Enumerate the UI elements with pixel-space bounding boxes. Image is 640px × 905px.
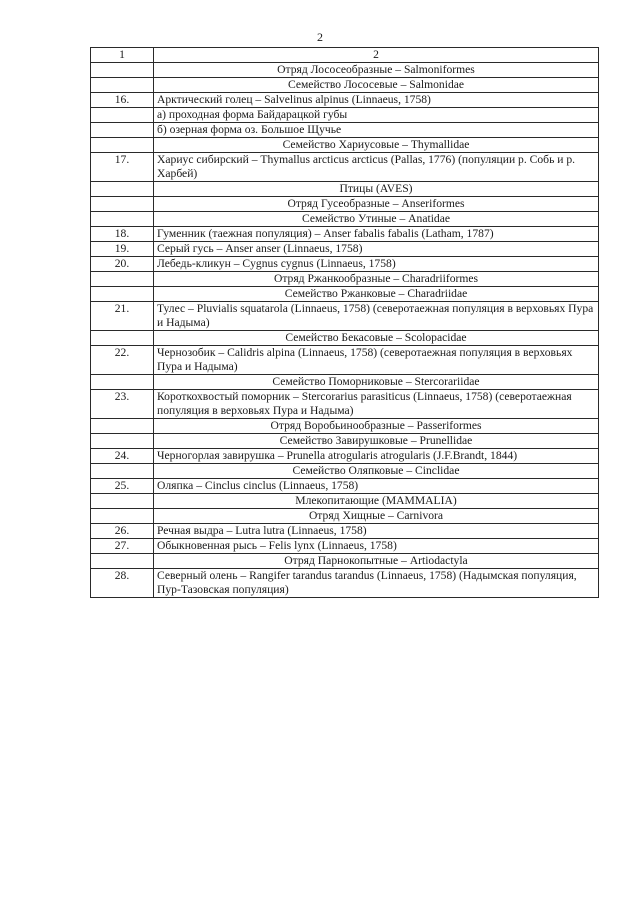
group-heading-row	[91, 434, 599, 449]
row-number: 21.	[91, 302, 154, 331]
group-heading-row	[91, 182, 599, 197]
group-heading: Отряд Воробьинообразные – Passeriformes	[154, 419, 599, 434]
group-heading: Отряд Хищные – Carnivora	[154, 509, 599, 524]
row-number: 20.	[91, 257, 154, 272]
row-number	[91, 63, 154, 78]
species-name: Речная выдра – Lutra lutra (Linnaeus, 1758)	[154, 524, 599, 539]
species-name: Серый гусь – Anser anser (Linnaeus, 1758)	[154, 242, 599, 257]
row-number: 19.	[91, 242, 154, 257]
species-name: Оляпка – Cinclus cinclus (Linnaeus, 1758)	[154, 479, 599, 494]
group-heading: Отряд Гусеобразные – Anseriformes	[154, 197, 599, 212]
row-number	[91, 494, 154, 509]
group-heading: Отряд Лососеобразные – Salmoniformes	[154, 63, 599, 78]
group-heading: Отряд Ржанкообразные – Charadriiformes	[154, 272, 599, 287]
row-number	[91, 138, 154, 153]
group-heading: Млекопитающие (MAMMALIA)	[154, 494, 599, 509]
header-cell-name: 2	[154, 48, 599, 63]
row-number: 23.	[91, 390, 154, 419]
table-header-row	[91, 48, 599, 63]
page-number: 2	[317, 30, 323, 44]
row-number	[91, 464, 154, 479]
species-name: Северный олень – Rangifer tarandus tarandus (Linnaeus, 1758) (Надымская популяция, Пур-Тазовская популяция)	[154, 569, 599, 598]
row-number	[91, 287, 154, 302]
species-row	[91, 242, 599, 257]
group-heading-row	[91, 375, 599, 390]
species-row	[91, 479, 599, 494]
row-number	[91, 554, 154, 569]
group-heading-row	[91, 212, 599, 227]
group-heading-row	[91, 78, 599, 93]
species-row	[91, 390, 599, 419]
species-name: Черногорлая завирушка – Prunella atrogularis atrogularis (J.F.Brandt, 1844)	[154, 449, 599, 464]
group-heading-row	[91, 331, 599, 346]
species-row	[91, 227, 599, 242]
row-number	[91, 182, 154, 197]
row-number: 25.	[91, 479, 154, 494]
species-row	[91, 539, 599, 554]
group-heading-row	[91, 464, 599, 479]
group-heading-row	[91, 272, 599, 287]
species-row	[91, 449, 599, 464]
group-heading: Птицы (AVES)	[154, 182, 599, 197]
row-number	[91, 78, 154, 93]
group-heading: Семейство Оляпковые – Cinclidae	[154, 464, 599, 479]
row-number	[91, 197, 154, 212]
group-heading: Семейство Хариусовые – Thymallidae	[154, 138, 599, 153]
group-heading-row	[91, 494, 599, 509]
row-number	[91, 434, 154, 449]
row-number	[91, 108, 154, 123]
species-name: Обыкновенная рысь – Felis lynx (Linnaeus, 1758)	[154, 539, 599, 554]
row-number	[91, 375, 154, 390]
row-number	[91, 419, 154, 434]
group-heading-row	[91, 197, 599, 212]
group-heading-row	[91, 509, 599, 524]
group-heading-row	[91, 63, 599, 78]
species-name: Гуменник (таежная популяция) – Anser fabalis fabalis (Latham, 1787)	[154, 227, 599, 242]
species-row	[91, 93, 599, 108]
group-heading: а) проходная форма Байдарацкой губы	[154, 108, 599, 123]
species-name: Тулес – Pluvialis squatarola (Linnaeus, 1758) (северотаежная популяция в верховьях Пура и Надыма)	[154, 302, 599, 331]
species-name: Хариус сибирский – Thymallus arcticus arcticus (Pallas, 1776) (популяции р. Собь и р. Харбей)	[154, 153, 599, 182]
species-row	[91, 302, 599, 331]
row-number	[91, 123, 154, 138]
group-heading: Отряд Парнокопытные – Artiodactyla	[154, 554, 599, 569]
group-heading: Семейство Утиные – Anatidae	[154, 212, 599, 227]
group-heading-row	[91, 419, 599, 434]
row-number: 26.	[91, 524, 154, 539]
species-row	[91, 257, 599, 272]
group-heading-row	[91, 554, 599, 569]
species-row	[91, 524, 599, 539]
species-row	[91, 346, 599, 375]
group-heading: Семейство Поморниковые – Stercorariidae	[154, 375, 599, 390]
group-heading: Семейство Ржанковые – Charadriidae	[154, 287, 599, 302]
species-row	[91, 569, 599, 598]
species-name: Короткохвостый поморник – Stercorarius parasiticus (Linnaeus, 1758) (северотаежная популяция в верховьях Пура и Надыма)	[154, 390, 599, 419]
row-number	[91, 509, 154, 524]
species-name: Арктический голец – Salvelinus alpinus (Linnaeus, 1758)	[154, 93, 599, 108]
table-body	[91, 63, 599, 598]
group-heading-row	[91, 287, 599, 302]
row-number: 18.	[91, 227, 154, 242]
group-heading-row	[91, 123, 599, 138]
row-number	[91, 272, 154, 287]
header-cell-number: 1	[91, 48, 154, 63]
group-heading: Семейство Бекасовые – Scolopacidae	[154, 331, 599, 346]
row-number: 27.	[91, 539, 154, 554]
row-number: 17.	[91, 153, 154, 182]
group-heading-row	[91, 108, 599, 123]
group-heading: б) озерная форма оз. Большое Щучье	[154, 123, 599, 138]
group-heading-row	[91, 138, 599, 153]
row-number	[91, 212, 154, 227]
row-number	[91, 331, 154, 346]
row-number: 22.	[91, 346, 154, 375]
group-heading: Семейство Завирушковые – Prunellidae	[154, 434, 599, 449]
row-number: 16.	[91, 93, 154, 108]
species-name: Чернозобик – Calidris alpina (Linnaeus, 1758) (северотаежная популяция в верховьях Пура и Надыма)	[154, 346, 599, 375]
species-table	[90, 47, 599, 598]
species-name: Лебедь-кликун – Cygnus cygnus (Linnaeus, 1758)	[154, 257, 599, 272]
group-heading: Семейство Лососевые – Salmonidae	[154, 78, 599, 93]
row-number: 24.	[91, 449, 154, 464]
row-number: 28.	[91, 569, 154, 598]
species-row	[91, 153, 599, 182]
